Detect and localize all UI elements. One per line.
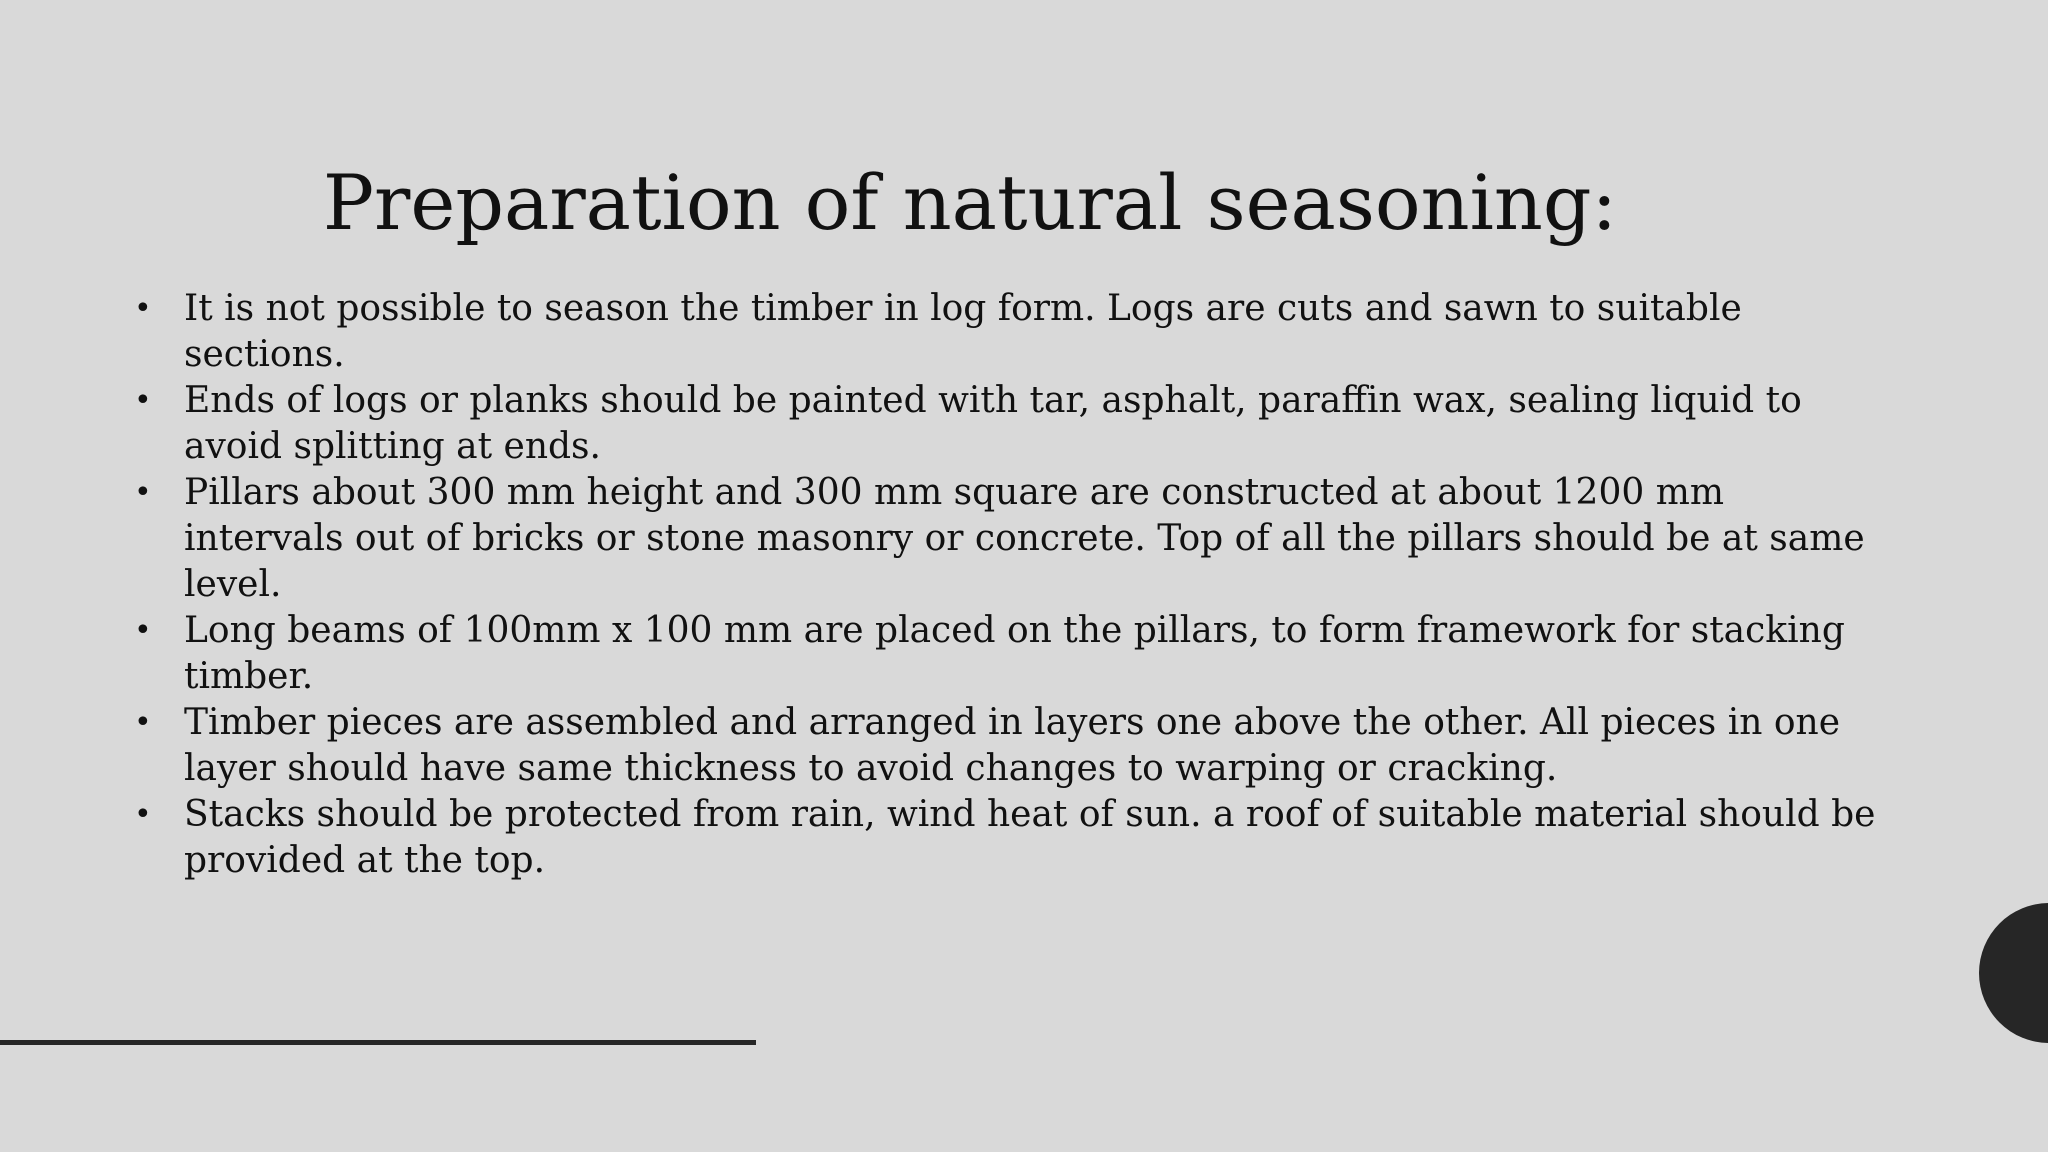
bullet-icon: • [134, 705, 152, 740]
bullet-text: Timber pieces are assembled and arranged in layers one above the other. All pieces in one layer should have same thickness to avoid changes to warping or cracking. [184, 702, 1840, 789]
bullet-item [132, 378, 1892, 470]
bullet-item [132, 470, 1892, 608]
bullet-text: Ends of logs or planks should be painted with tar, asphalt, paraffin wax, sealing liquid to avoid splitting at ends. [184, 380, 1802, 467]
bullet-text: Pillars about 300 mm height and 300 mm square are constructed at about 1200 mm intervals out of bricks or stone masonry or concrete. Top of all the pillars should be at same level. [184, 472, 1865, 605]
bullet-icon: • [134, 613, 152, 648]
bullet-list [132, 286, 1892, 884]
bullet-icon: • [134, 291, 152, 326]
bullet-item [132, 792, 1892, 884]
bullet-item [132, 286, 1892, 378]
bullet-icon: • [134, 475, 152, 510]
slide-title: Preparation of natural seasoning: [322, 158, 1618, 247]
bullet-icon: • [134, 797, 152, 832]
decorative-rule [0, 1040, 756, 1045]
bullet-icon: • [134, 383, 152, 418]
bullet-item [132, 608, 1892, 700]
bullet-text: Long beams of 100mm x 100 mm are placed on the pillars, to form framework for stacking timber. [184, 610, 1845, 697]
bullet-text: Stacks should be protected from rain, wind heat of sun. a roof of suitable material should be provided at the top. [184, 794, 1876, 881]
bullet-text: It is not possible to season the timber in log form. Logs are cuts and sawn to suitable sections. [184, 288, 1742, 375]
decorative-circle [1979, 903, 2048, 1043]
bullet-item [132, 700, 1892, 792]
